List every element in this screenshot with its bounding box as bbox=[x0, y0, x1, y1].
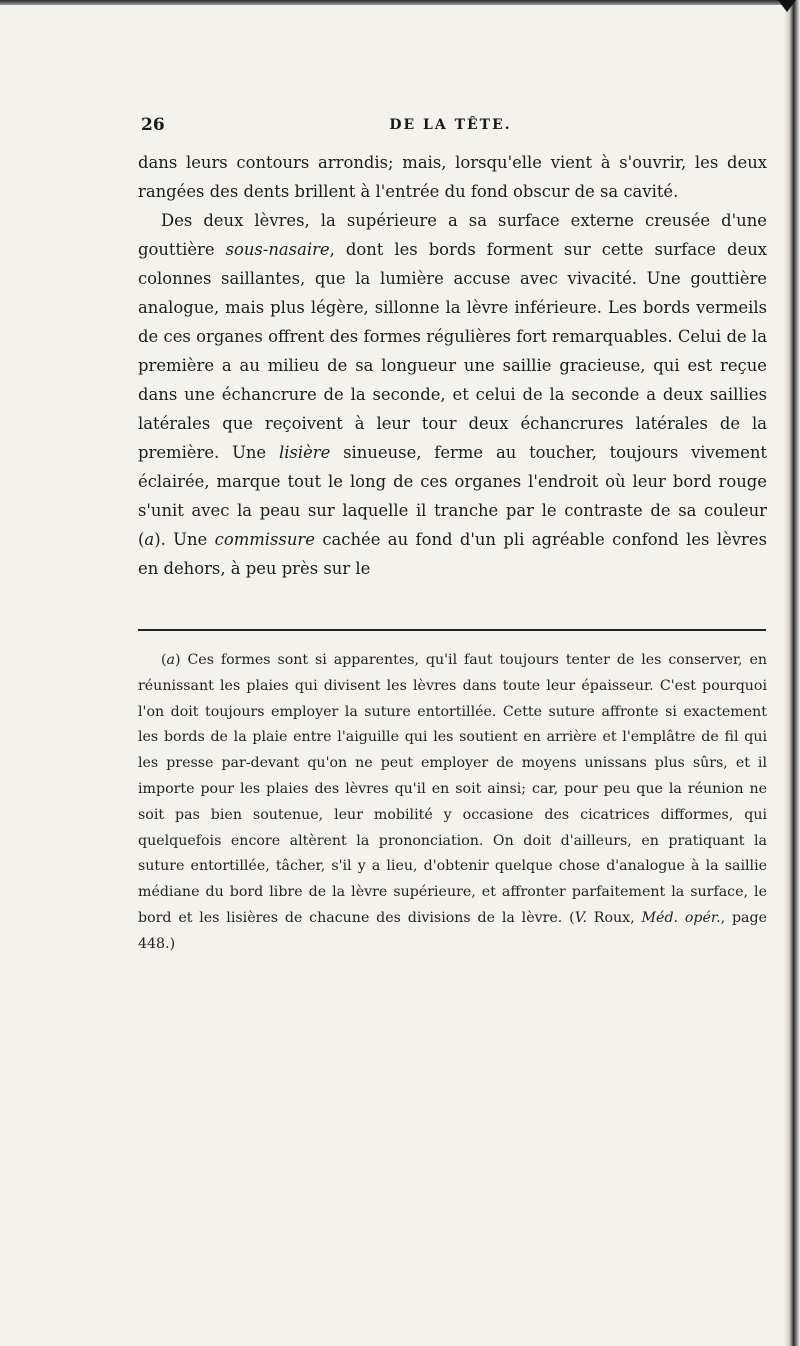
main-text bbox=[138, 148, 767, 583]
paragraph-2: Des deux lèvres, la supérieure a sa surface externe creusée d'une gouttière sous-nasaire, dont les bords forment sur cette surface deux colonnes saillantes, que la lumière accuse avec vivacité. Une gouttière analogue, mais plus légère, sillonne la lèvre inférieure. Les bords vermeils de ces organes offrent des formes régulières fort remarquables. Celui de la première a au milieu de sa longueur une saillie gracieuse, qui est reçue dans une échancrure de la seconde, et celui de la seconde a deux saillies latérales que reçoivent à leur tour deux échancrures latérales de la première. Une lisière sinueuse, ferme au toucher, toujours vivement éclairée, marque tout le long de ces organes l'endroit où leur bord rouge s'unit avec la peau sur laquelle il tranche par le contraste de sa couleur (a). Une commissure cachée au fond d'un pli agréable confond les lèvres en dehors, à peu près sur le bbox=[138, 211, 768, 578]
page-header bbox=[138, 115, 763, 139]
corner-mark bbox=[778, 0, 796, 12]
running-head: DE LA TÊTE. bbox=[389, 117, 512, 133]
page-right-edge bbox=[784, 0, 800, 1346]
footnote-rule bbox=[138, 629, 766, 631]
term-commissure: commissure bbox=[214, 530, 315, 549]
footnote-work-title: Méd. opér. bbox=[641, 909, 721, 926]
term-lisiere: lisière bbox=[278, 443, 331, 462]
page-number: 26 bbox=[141, 115, 165, 135]
paragraph-1: dans leurs contours arrondis; mais, lorsqu'elle vient à s'ouvrir, les deux rangées des dents brillent à l'entrée du fond obscur de sa cavité. bbox=[138, 153, 767, 201]
footnote-marker: a bbox=[166, 652, 176, 668]
footnote-author: V. bbox=[574, 909, 587, 926]
footnote-ref-a: a bbox=[144, 530, 155, 549]
footnote-a: (a) Ces formes sont si apparentes, qu'il faut toujours tenter de les conserver, en réunissant les plaies qui divisent les lèvres dans toute leur épaisseur. C'est pourquoi l'on doit toujours employer la suture entortillée. Cette suture affronte si exactement les bords de la plaie entre l'aiguille qui les soutient en arrière et l'emplâtre de fil qui les presse par-devant qu'on ne peut employer de moyens unissans plus sûrs, et il importe pour les plaies des lèvres qu'il en soit ainsi; car, pour peu que la réunion ne soit pas bien soutenue, leur mobilité y occasione des cicatrices difformes, qui quelquefois encore altèrent la prononciation. On doit d'ailleurs, en pratiquant la suture entortillée, tâcher, s'il y a lieu, d'obtenir quelque chose d'analogue à la saillie médiane du bord libre de la lèvre supérieure, et affronter parfaitement la surface, le bord et les lisières de chacune des divisions de la lèvre. (V. Roux, Méd. opér., page 448.) bbox=[138, 652, 767, 952]
top-scan-shadow bbox=[0, 0, 800, 5]
term-sous-nasaire: sous-nasaire bbox=[225, 240, 330, 259]
